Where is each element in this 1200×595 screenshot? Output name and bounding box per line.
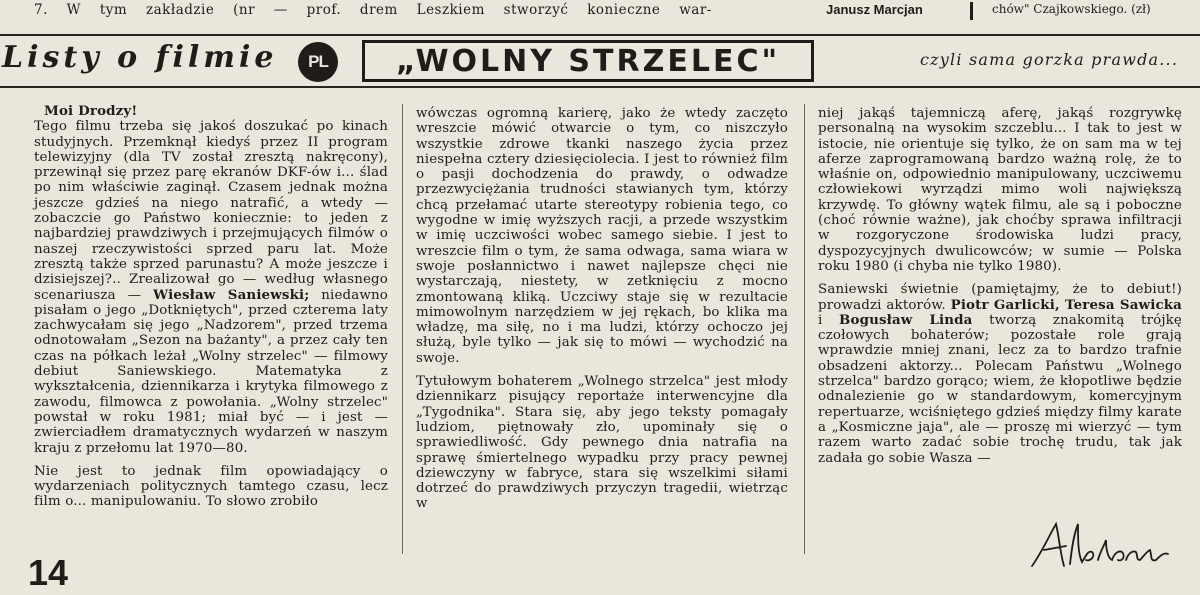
- salutation: Moi Drodzy!: [44, 103, 138, 119]
- section-label: Listy o filmie: [2, 40, 278, 75]
- paragraph: wówczas ogromną karierę, jako że wtedy zaczęto wreszcie mówić otwarcie o tym, co niszczyło wszystkie zdrowe tkanki naszego życia przez niespełna cztery dziesięciolecia. I jest to również film o pasji dochodzenia do prawdy, o odwadze przezwyciężania trudności stawianych tym, którzy chcą przełamać utarte stereotypy robienia tego, co wygodne w imię wyższych racji, a przede wszystkim w imię uczciwości wobec samego siebie. I jest to wreszcie film o tym, że sama odwaga, sama wiara w swoje posłannictwo i nawet najlepsze chęci nie wystarczają, niestety, w zetknięciu z mocno zmontowaną kliką. Uczciwy staje się w rezultacie mimowolnym narzędziem w jej rękach, bo klika ma władzę, ma siłę, no i ma ludzi, którzy ochoczo jej służą, byle tylko — jak się to mówi — wychodzić na swoje.: [416, 106, 788, 366]
- article-title: „WOLNY STRZELEC": [395, 43, 781, 79]
- article-column-1: [34, 104, 388, 560]
- director-name: Wiesław Saniewski;: [153, 286, 310, 303]
- pl-badge-icon: [298, 42, 338, 82]
- paragraph: niej jakąś tajemniczą aferę, jakąś rozgrywkę personalną na wysokim szczeblu... I tak to jest w istocie, nie orientuje się tylko, że on sam ma w tej aferze zaprogramowaną bardzo ważną rolę, że to właśnie on, odpowiednio manipulowany, uczciwemu człowiekowi wyrządzi mimo woli największą krzywdę. To główny wątek filmu, ale są i poboczne (choć równie ważne), jak choćby sprawa infiltracji w rozgoryczone środowiska ludzi pracy, dyspozycyjnych dwulicowców; w sumie — Polska roku 1980 (i chyba nie tylko 1980).: [818, 106, 1182, 274]
- pl-badge-label: PL: [308, 52, 328, 71]
- article-header: [0, 34, 1200, 88]
- article-column-3: [818, 106, 1182, 562]
- previous-article-author: Janusz Marcjan: [826, 2, 923, 17]
- actor-names: Piotr Garlicki, Teresa Sawicka: [950, 296, 1182, 313]
- previous-article-strip: [0, 0, 1200, 24]
- paragraph: Tytułowym bohaterem „Wolnego strzelca" jest młody dziennikarz pisujący reportaże interwencyjne dla „Tygodnika". Stara się, aby jego teksty pomagały ludziom, piętnowały zło, upominały się o sprawiedliwość. Gdy pewnego dnia natrafia na sprawę śmiertelnego wypadku przy pracy pewnej dziewczyny w fabryce, stara się wszelkimi siłami dotrzeć do prawdziwych przyczyn tragedii, wietrząc w: [416, 374, 788, 512]
- paragraph-text: i: [818, 312, 823, 328]
- paragraph-text: Tego filmu trzeba się jakoś doszukać po kinach studyjnych. Przemknął kiedyś przez II program telewizyjny (dla TV został zresztą nakręcony), przewinął się przez parę ekranów DKF-ów i... ślad po nim właściwie zaginął. Czasem jednak można jeszcze gdzieś na niego natrafić, a wtedy — zobaczcie go Państwo koniecznie: to jeden z najbardziej prawdziwych i przejmujących filmów o naszej rzeczywistości sprzed paru lat. Może zresztą także sprzed parunastu? A może jeszcze i dzisiejszej?.. Zrealizował go — według własnego scenariusza —: [34, 119, 388, 303]
- handwritten-signature: [1026, 516, 1176, 574]
- article-column-2: [416, 106, 788, 562]
- paragraph: [34, 119, 388, 456]
- paragraph-text: Saniewski świetnie (pamiętajmy, że to debiut!) prowadzi aktorów.: [818, 282, 1182, 313]
- previous-article-text: 7. W tym zakładzie (nr — prof. drem Leszkiem stworzyć konieczne war-: [34, 2, 712, 18]
- paragraph-text: tworzą znakomitą trójkę czołowych bohaterów; pozostałe role grają wprawdzie mniej znani, lecz za to bardzo trafnie obsadzeni aktorzy... Polecam Państwu „Wolnego strzelca" bardzo gorąco; wiem, że kłopotliwe będzie odnalezienie go w standardowym, komercyjnym repertuarze, wciśniętego gdzieś między filmy karate a „Kosmiczne jaja", ale — proszę mi wierzyć — tym razem warto zadać sobie trochę trudu, tak jak zadała go sobie Wasza —: [818, 312, 1182, 466]
- paragraph-text: niedawno pisałam o jego „Dotkniętych", przed czterema laty zachwycałam się jego „Nadzorem", przed trzema odnotowałam „Sezon na bażanty", a przez cały ten czas na półkach leżał „Wolny strzelec" — filmowy debiut Saniewskiego. Matematyka z wykształcenia, dziennikarza i krytyka filmowego z zawodu, filmowca z powołania. „Wolny strzelec" powstał w roku 1981; miał być — i jest — zwierciadłem dramatycznych wydarzeń w naszym kraju z przełomu lat 1970—80.: [34, 287, 388, 456]
- title-box: [362, 40, 814, 82]
- previous-article-right-text: chów" Czajkowskiego. (zł): [992, 2, 1151, 16]
- paragraph: [818, 282, 1182, 466]
- column-rule: [402, 104, 403, 554]
- paragraph: Nie jest to jednak film opowiadający o wydarzeniach politycznych tamtego czasu, lecz film o... manipulowaniu. To słowo zrobiło: [34, 463, 388, 510]
- actor-name: Bogusław Linda: [839, 311, 973, 328]
- article-subtitle: czyli sama gorzka prawda...: [920, 50, 1179, 69]
- column-rule: [804, 104, 805, 554]
- column-divider: [970, 2, 973, 20]
- page-number: 14: [28, 552, 69, 593]
